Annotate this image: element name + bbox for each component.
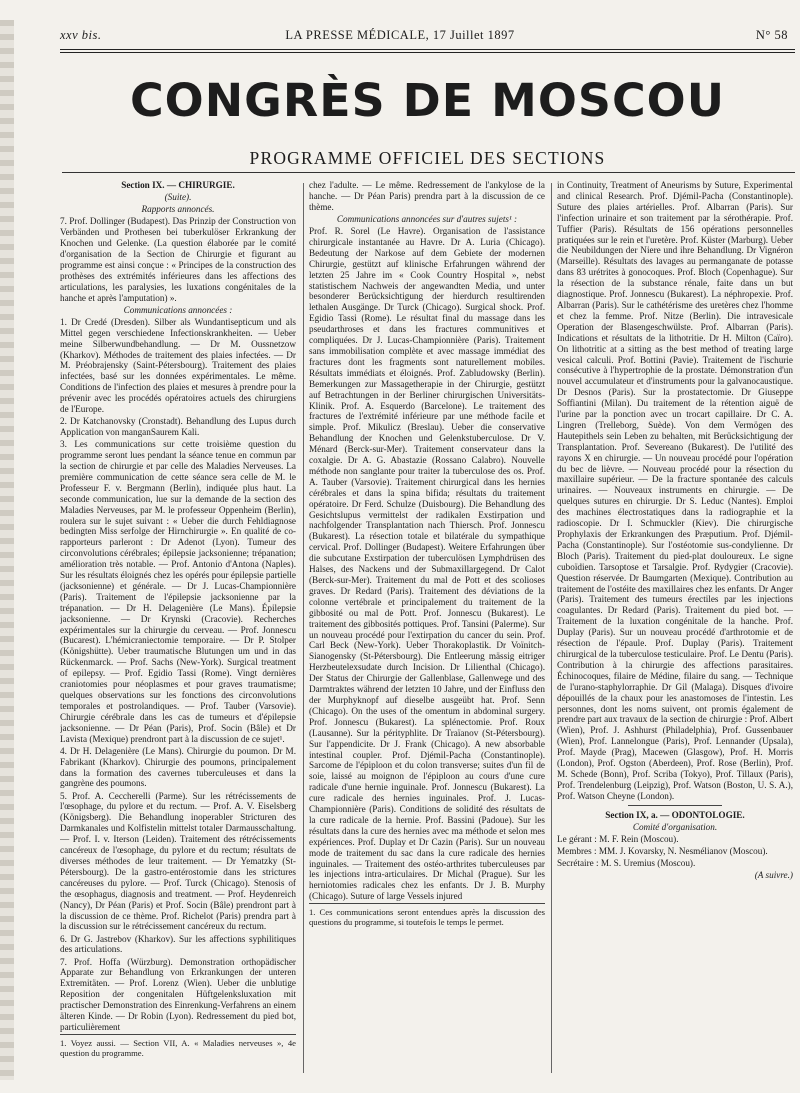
rapport-paragraph: 7. Prof. Dollinger (Budapest). Das Prinzip der Construction von Verbänden und Prothesen bei tuberkulöser Erkrankung der Knochen und Gelenke. (La question élaborée par le comité d'organisation de la Section de Chirurgie et figurant au programme est ainsi conçue : « Principes de la construction des prothèses des extrémités inférieures dans les affections des articulations, les paralysies, les luxations congénitales de la hanche et après l'amputation) ». (60, 216, 296, 303)
rapports-heading: Rapports annoncés. (141, 204, 215, 215)
scan-margin-strip (0, 20, 14, 1080)
header-rule-top (60, 49, 795, 50)
running-header (0, 0, 800, 40)
communication-item: 5. Prof. A. Ceccherelli (Parme). Sur les rétrécissements de l'œsophage, du pylore et du rectum. — Prof. A. V. Eiselsberg (Königsberg). Die Behandlung inoperabler Stricturen des Darmkanales und Kolfistelin mittelst totaler Darmausschaltung. — Prof. I. v. Iterson (Leiden). Traitement des rétrécissements cancéreux de l'œsophage, du pylore et du rectum; résultats de diverses méthodes de leur traitement. — Dr Yematzky (St-Pétersbourg). De la gastro-entérostomie dans les strictures cancéreuses du pylore. — Prof. Turck (Chicago). Stenosis of the œsophagus, diagnosis and treatment. — Prof. Heydenreich (Nancy), Dr Péan (Paris) et Prof. Socin (Bâle) prendront part à la discussion de ce thème. Prof. Richelot (Paris) prendra part à la discussion sur le rétrécissement cancéreux du rectum. (60, 790, 296, 932)
masthead-title: CONGRÈS DE MOSCOU (129, 74, 726, 127)
header-rule-bottom (60, 52, 795, 53)
header-issue-number: N° 58 (755, 28, 788, 42)
communications-list: in Continuity, Treatment of Aneurisms by Suture, Experimental and clinical Research. Prof. Djémil-Pacha (Constantinople). Suture des plaies artérielles. Prof. Albarran (Paris). Sur l'infection urinaire et son traitement par la sérothérapie. Prof. Tuffier (Paris). Résultats de 156 opérations personnelles pratiquées sur le rein et l'uretère. Prof. Küster (Marburg). Ueber die Neubildungen der Niere und ihre Behandlung. Dr Vignéron (Marseille). Résultats des lavages au permanganate de potasse dans 83 urétrites à gonocoques. Prof. Bloch (Copenhague). Sur la résection de la substance rénale, faite dans un but diagnostique. Prof. Jonnescu (Bukarest). La néphropexie. Prof. Albarran (Paris). Sur le cathétérisme des uretères chez l'homme et chez la femme. Prof. Nitze (Berlin). Die intravesicale Operation der Blasengeschwülste. Prof. Albarran (Paris). Indications et résultats de la lithotritie. Dr H. Milton (Caïro). On lithotritic at a sitting as the best method of treating large vesical calculi. Prof. Bottini (Pavie). Traitement de l'ischurie consécutive à l'hypertrophie de la prostate. Démonstration d'un nouvel accumulateur et d'instruments pour la galvanocaustique. Dr Desnos (Paris). Sur la prostatectomie. Dr Giuseppe Soffiantini (Milan). Du traitement de la rétention aiguë de l'urine par la ponction avec un trocart capillaire. Dr C. A. Lingren (Trelleborg, Suède). Von dem Vermögen des Hautepithels sein Leben zu behalten, mit Berücksichtigung der Transplantation. Prof. Severeano (Bukarest). De l'utilité des rayons X en chirurgie. — Un nouveau procédé pour l'opération du bec de lièvre. — Nouveau procédé pour la résection du maxillaire supérieur. — De la fracture spontanée des calculs urinaires. — Nouveaux instruments en chirurgie. — De quelques sutures en chirurgie. Dr S. Leduc (Nantes). Emploi des machines électrostatiques dans la radiographie et la radioscopie. Dr I. Schmuckler (Kiev). Die chirurgische Prophylaxis der Erkrankungen des Præputium. Prof. Djémil-Pacha (Constantinople). Sur l'ostéotomie sus-condylienne. Dr Bloch (Paris). Traitement du pied-plat douloureux. Le signe cuboïdien. Tarsoptose et Tarsalgie. Prof. Rydygier (Cracovie). Question réservée. Dr Baumgarten (Mexique). Contribution au traitement de l'ostéite des maxillaires chez les enfants. Dr Anger (Paris). Traitement des tumeurs érectiles par les injections coagulantes. Dr Redard (Paris). Traitement du pied bot. — Traitement de la luxation congénitale de la hanche. Prof. Duplay (Paris). Sur un nouveau procédé d'arthrotomie et de résection de l'épaule. Prof. Duplay (Paris). Traitement chirurgical de la tuberculose testiculaire. Prof. Le Dentu (Paris). Contribution à la chirurgie des affections parasitaires. Échinocoques, filaire de Médine, filaire du sang. — Technique de l'urano-staphylorraphie. Dr Gil (Malaga). Disques d'ivoire dépouillés de la chaux pour les anastomoses de l'intestin. Les personnes, dont les noms suivent, ont promis également de prendre part aux travaux de la section de chirurgie : Prof. Albert (Wien), Prof. J. Ashhurst (Philadelphia), Prof. Gussenbauer (Wien), Prof. Lannelongue (Paris), Prof. Lennander (Upsala), Prof. Mayde (Prag), Macewen (Glasgow), Prof. H. Morris (London), Prof. Ogston (Aberdeen), Prof. Rose (Berlin), Prof. M. Schede (Bonn), Prof. Scriba (Tokyo), Prof. Tillaux (Paris), Prof. Trendelenburg (Leipzig), Prof. Watson (Boston, U. S. A.), Prof. Watson Cheyne (London). (557, 180, 793, 801)
comite-secretaire: Secrétaire : M. S. Uremius (Moscou). (557, 858, 696, 869)
column-divider-2 (551, 183, 552, 1073)
column-divider-1 (303, 183, 304, 1073)
communications-heading: Communications annoncées : (123, 304, 233, 315)
footnote: 1. Voyez aussi. — Section VII, A. « Maladies nerveuses », 4e question du programme. (60, 1034, 296, 1058)
header-volume: xxv bis. (60, 28, 102, 42)
communication-item: 1. Dr Credé (Dresden). Silber als Wundantisepticum und als Mittel gegen verschiedene Infectionskrankheiten. — Ueber meine Silberwundbehandlung. — Dr M. Oussnetzow (Kharkov). Méthodes de traitement des plaies infectées. — Dr M. Préobrajensky (Saint-Pétersbourg). Traitement des plaies infectées, basé sur les données expérimentales. Le même. Conditions de l'infection des plaies et mesures à prendre pour la prévenir avec les procédés opératoires actuels des chirurgiens de l'Europe. (60, 316, 296, 415)
continued-paragraph: chez l'adulte. — Le même. Redressement de l'ankylose de la hanche. — Dr Péan Paris) prendra part à la discussion de ce thème. (309, 180, 545, 212)
column-3 (557, 180, 793, 1085)
a-suivre: (A suivre.) (754, 870, 793, 881)
footnote: 1. Ces communications seront entendues après la discussion des questions du programme, si toutefois le temps le permet. (309, 903, 545, 927)
header-journal-title: LA PRESSE MÉDICALE, 17 Juillet 1897 (285, 28, 515, 42)
communication-item: 4. Dr H. Delagenière (Le Mans). Chirurgie du poumon. Dr M. Fabrikant (Kharkov). Chirurgie des poumons, principalement dans la formation des cavernes tuberculeuses et dans la gangrène des poumons. (60, 745, 296, 789)
communication-item: 6. Dr G. Jastrebov (Kharkov). Sur les affections syphilitiques des articulations. (60, 933, 296, 955)
communications-list: Prof. R. Sorel (Le Havre). Organisation de l'assistance chirurgicale instantanée au Havre. Dr A. Luria (Chicago). Bedeutung der Narkose auf dem Gebiete der modernen Chirurgie, gestützt auf klinische Erfahrungen während der letzten 25 Jahre im « Cook Country Hospital », nebst statistischem Nachweis der angewandten Media, und unter besonderer Berücksichtigung der hierdurch resultirenden lethalen Ausgänge. Dr Turck (Chicago). Surgical shock. Prof. Egidio Tassi (Rome). Le résultat final du massage dans les pseudarthroses et dans les fractures communitives et compliquées. Dr J. Lucas-Championnière (Paris). Traitement sans immobilisation complète et avec massage immédiat des fractures dont les fragments sont naturellement mobiles. Résultats immédiats et éloignés. Prof. Zabludowsky (Berlin). Bemerkungen zur Massagetherapie in der Chirurgie, gestützt auf Betrachtungen in der Berliner chirurgischen Universitäts-Klinik. Prof. A. Esquerdo (Barcelone). Le traitement des fractures de l'extrémité inférieure par une méthode facile et simple. Prof. Mikulicz (Breslau). Ueber die conservative Behandlung der Knochen und Gelenkstuberculose. Dr V. Ménard (Berck-sur-Mer). Traitement conservateur dans la coxalgie. Dr A. G. Abastazie (Rossano Calabro). Nouvelle méthode non sanglante pour traiter la tuberculose des os. Prof. A. Tauber (Varsovie). Traitement chirurgical dans les hernies cérébrales et dans la spina bifida; résultats du traitement opératoire. Dr Ferd. Schulze (Duisbourg). Die Behandlung des Gesichtslupus vermittelst der radikalen Exstirpation und nachfolgender Transplantation nach Thiersch. Prof. Jonnescu (Bukarest). La résection totale et bilatérale du sympathique cervical. Prof. Dollinger (Budapest). Weitere Erfahrungen über die subcutane Exstirpation der tuberculösen Lymphdrüsen des Halses, des Nackens und der Submaxillargegend. Dr Calot (Berck-sur-Mer). Traitement du mal de Pott et des scolioses graves. Dr Redard (Paris). Traitement des déviations de la colonne vertébrale et principalement du traitement de la gibbosité ou mal de Pott. Prof. Jonnescu (Bukarest). Le traitement des gibbosités pottiques. Prof. Tansini (Palerme). Sur un nouveau procédé pour l'extirpation du cancer du sein. Prof. Carl Beck (New-York). Ueber Thorakoplastik. Dr Voïnitch-Sianogensky (St-Pétersbourg). Die Entleerung mässig eitriger Herzbeutelexsudate durch Incision. Dr Lilienthal (Chicago). Der Status der Chirurgie der Gallenblase, Gallenwege und des Darmtraktes während der letzten 10 Jahre, und der Einfluss den der Murphyknopf auf dieselbe ausgeübt hat. Prof. Senn (Chicago). On the uses of the omentum in abdominal surgery. Prof. Jonnescu (Bukarest). La splénectomie. Prof. Roux (Lausanne). Sur la pérityphlite. Dr Traïanov (St-Pétersbourg). Sur l'appendicite. Dr J. Frank (Chicago). A new absorbable intestinal coupler. Prof. Djémil-Pacha (Constantinople). Sarcome de l'épiploon et du colon transverse; suites d'un fil de soie, laissé au moignon de l'épiploon au cours d'une cure radicale d'une hernie inguinale. Prof. Jonnescu (Bukarest). La cure radicale des hernies inguinales. Prof. J. Lucas-Championnière (Paris). Conditions de solidité des résultats de la cure radicale de la hernie. Prof. Bassini (Padoue). Sur les résultats dans la cure des hernies avec ma méthode et selon mes expériences. Prof. Duplay et Dr Cazin (Paris). Sur un nouveau mode de traitement du sac dans la cure radicale des hernies inguinales. — Traitement des ostéo-arthrites tuberculeuses par les injections intra-articulaires. Dr Michal (Prague). Sur les herniotomies radicales chez les enfants. Dr J. B. Murphy (Chicago). Suture of large Vessels injured (309, 226, 545, 902)
communication-item: 3. Les communications sur cette troisième question du programme seront lues pendant la séance tenue en commun par la section de chirurgie et par celle des Maladies Nerveuses. La première communication de cette séance sera celle de M. le Professeur F. v. Bergmann (Berlin), indiquée plus haut. La seconde communication, lue sur la demande de la section des Maladies Nerveuses, par M. le professeur Oppenheim (Berlin), roulera sur le sujet suivant : « Ueber die durch Fehldiagnose bedingten Miss serfolge der Hirnchirurgie ». En qualité de co-rapporteurs parleront : Dr Adenot (Lyon). Tumeur des circonvolutions cérébrales; épilepsie jacksonienne; trépanation; amélioration très notable. — Prof. Antonio d'Antona (Naples). Sur les résultats éloignés chez les opérés pour épilepsie partielle (jacksonienne) et générale. — Dr J. Lucas-Championnière (Paris). Traitement de l'épilepsie jacksonienne par la trépanation. — Dr H. Delagenière (Le Mans). Épilepsie jacksonienne. — Dr Krynski (Cracovie). Recherches expérimentales sur la chirurgie du cerveau. — Prof. Jonnescu (Bucarest). L'hémicraniectomie temporaire. — Dr P. Stolper (Königshütte). Ueber traumatische Blutungen um und in das Rückenmarck. — Prof. Sachs (New-York). Surgical treatment of epilepsy. — Prof. Egidio Tassi (Rome). Vingt dernières craniotomies pour néoplasmes et pour graves traumatisme; quelques observations sur les fonctions des circonvolutions temporales et postrolandiques. — Prof. Tauber (Varsovie). Chirurgie cérébrale dans les cas de tumeurs et d'épilepsie jacksonienne. — Dr Péan (Paris), Prof. Socin (Bâle) et Dr Lavista (Mexique) prendront part à la discussion de ce sujet¹. (60, 439, 296, 744)
comite-membres: Membres : MM. J. Kovarsky, N. Nesmélianov (Moscou). (557, 845, 768, 856)
column-1 (60, 180, 296, 1085)
subtitle-rule (62, 172, 795, 173)
section-separator (628, 805, 722, 806)
comite-heading: Comité d'organisation. (632, 821, 718, 832)
comite-gerant: Le gérant : M. F. Rein (Moscou). (557, 833, 679, 844)
communication-item: 2. Dr Katchanovsky (Cronstadt). Behandlung des Lupus durch Application von manganSaurem Kali. (60, 416, 296, 438)
odontologie-heading: Section IX, a. — ODONTOLOGIE. (605, 809, 745, 820)
page-subtitle: PROGRAMME OFFICIEL DES SECTIONS (249, 148, 606, 168)
communication-item: 7. Prof. Hoffa (Würzburg). Demonstration orthopädischer Apparate zur Behandlung von Erkrankungen der unteren Extremitäten. — Prof. Lorenz (Wien). Ueber die unblutige Reposition der congenitalen Hüftgelenksluxation mit practischer Demonstration des Einrenkung-Verfahrens an einem älteren Kinde. — Dr Robin (Lyon). Redressement du pied bot, particulièrement (60, 956, 296, 1032)
section-heading: Section IX. — CHIRURGIE. (121, 180, 235, 190)
section-suite: (Suite). (164, 192, 192, 203)
column-2 (309, 180, 545, 1085)
other-subjects-heading: Communications annoncées sur d'autres sujets¹ : (336, 213, 518, 224)
